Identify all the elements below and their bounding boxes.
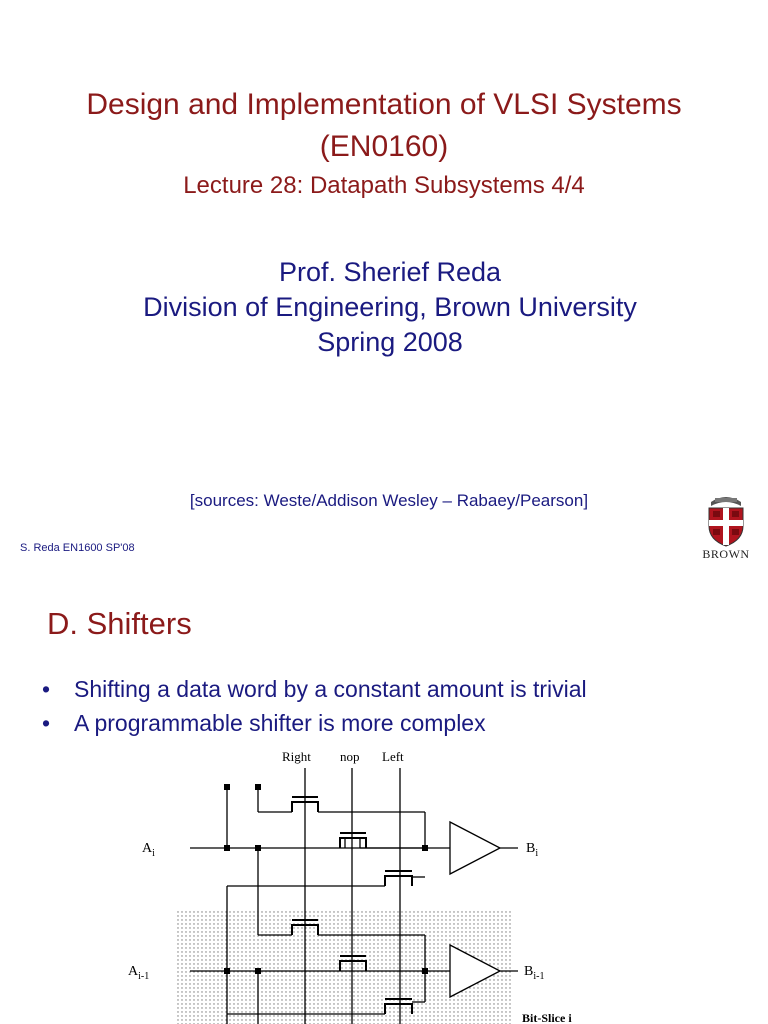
bullet-icon: •: [42, 710, 51, 736]
bullet-text: A programmable shifter is more complex: [74, 710, 486, 736]
term: Spring 2008: [317, 327, 463, 357]
author-name: Prof. Sherief Reda: [278, 257, 502, 287]
input-label-ai1: $A_{i-1}$: [128, 964, 150, 982]
shifter-circuit-diagram: [120, 742, 590, 1024]
bullet-text: Shifting a data word by a constant amount is trivial: [74, 676, 587, 702]
author-affiliation: Division of Engineering, Brown University: [143, 292, 637, 322]
brown-logo: [693, 490, 763, 565]
bullet-icon: •: [42, 676, 51, 702]
output-label-bi: $B_i$: [526, 841, 539, 859]
output-buffer-i: [450, 822, 500, 874]
bullet-item: [42, 706, 587, 740]
input-label-ai: $A_i$: [142, 841, 155, 859]
slide-footer: S. Reda EN1600 SP'08: [20, 542, 135, 554]
brown-wordmark: BROWN: [702, 547, 750, 561]
sources-note: [sources: Weste/Addison Wesley – Rabaey/Pearson]: [189, 491, 589, 510]
bullet-list: [42, 672, 587, 740]
output-label-bi1: $B_{i-1}$: [524, 964, 545, 982]
shifters-slide: [0, 576, 768, 1024]
bit-slice-label: Bit-Slice i: [522, 1011, 572, 1024]
control-label-nop: nop: [340, 749, 360, 764]
control-label-left: Left: [382, 749, 404, 764]
lecture-subtitle: Lecture 28: Datapath Subsystems 4/4: [183, 172, 585, 199]
control-label-right: Right: [282, 749, 311, 764]
course-code: (EN0160): [319, 130, 449, 163]
slide-title: D. Shifters: [47, 606, 192, 641]
bullet-item: [42, 672, 587, 706]
brown-shield-icon: [693, 490, 759, 548]
slide-title: Design and Implementation of VLSI Systems: [86, 88, 682, 121]
